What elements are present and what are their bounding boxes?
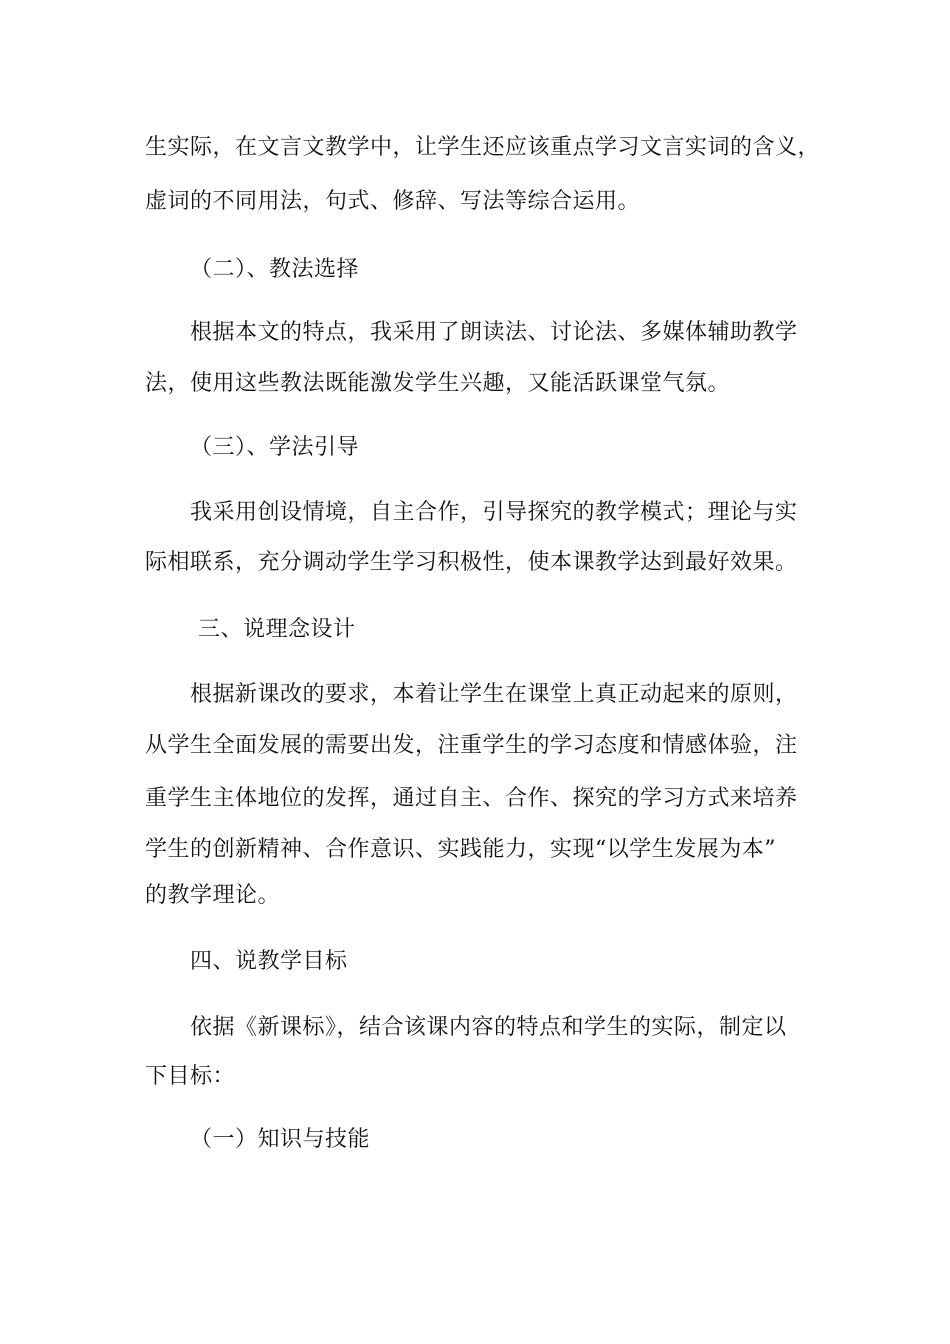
- paragraph-line: 我采用创设情境，自主合作，引导探究的教学模式；理论与实: [190, 500, 798, 525]
- paragraph-line: 重学生主体地位的发挥，通过自主、合作、探究的学习方式来培养: [145, 786, 798, 811]
- paragraph-line: 虚词的不同用法，句式、修辞、写法等综合运用。: [145, 189, 641, 214]
- paragraph-line: 学生的创新精神、合作意识、实践能力，实现“以学生发展为本”: [145, 837, 776, 862]
- paragraph-line: 根据本文的特点，我采用了朗读法、讨论法、多媒体辅助教学: [190, 320, 798, 345]
- paragraph-line: 际相联系，充分调动学生学习积极性，使本课教学达到最好效果。: [145, 550, 798, 575]
- paragraph-line: 下目标：: [145, 1064, 236, 1089]
- paragraph-line: 根据新课改的要求，本着让学生在课堂上真正动起来的原则，: [190, 682, 798, 707]
- section-heading: （一）知识与技能: [190, 1127, 371, 1152]
- paragraph-line: 的教学理论。: [145, 883, 281, 908]
- paragraph-line: 依据《新课标》，结合该课内容的特点和学生的实际，制定以: [190, 1015, 787, 1040]
- paragraph-line: 生实际，在文言文教学中，让学生还应该重点学习文言实词的含义，: [145, 135, 821, 160]
- section-heading: （二）、教法选择: [190, 257, 360, 282]
- section-heading: 三、说理念设计: [198, 617, 356, 642]
- section-heading: 四、说教学目标: [190, 949, 348, 974]
- section-heading: （三）、学法引导: [190, 435, 360, 460]
- paragraph-line: 法，使用这些教法既能激发学生兴趣，又能活跃课堂气氛。: [145, 371, 731, 396]
- paragraph-line: 从学生全面发展的需要出发，注重学生的学习态度和情感体验，注: [145, 733, 798, 758]
